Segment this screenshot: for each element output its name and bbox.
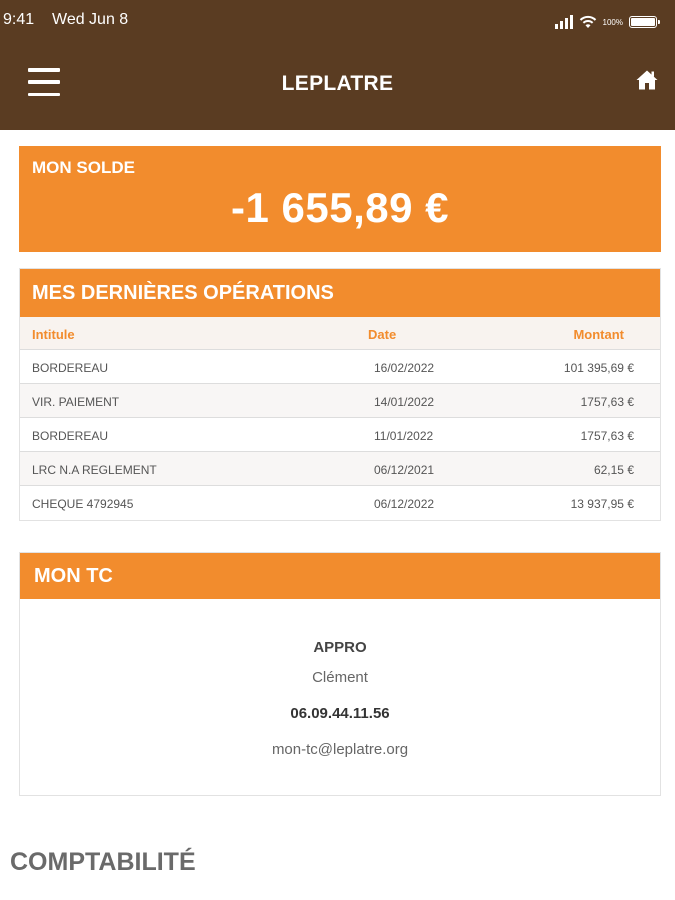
- row-date: 06/12/2021: [374, 463, 435, 477]
- contact-name: Clément: [312, 669, 368, 686]
- home-icon[interactable]: [635, 68, 659, 92]
- column-header-intitule: Intitule: [32, 327, 75, 342]
- row-intitule: VIR. PAIEMENT: [32, 395, 120, 409]
- row-montant: 13 937,95 €: [570, 497, 634, 511]
- app-title: LEPLATRE: [281, 72, 394, 95]
- cellular-signal-icon: [555, 15, 573, 29]
- row-date: 14/01/2022: [374, 395, 435, 409]
- row-montant: 1757,63 €: [580, 429, 634, 443]
- row-montant: 62,15 €: [593, 463, 634, 477]
- status-indicators: [555, 14, 657, 30]
- table-row[interactable]: [20, 384, 660, 418]
- table-row[interactable]: [20, 486, 660, 520]
- contact-phone-link[interactable]: 06.09.44.11.56: [290, 705, 390, 722]
- battery-icon: [629, 16, 657, 28]
- row-date: 11/01/2022: [374, 429, 434, 443]
- contact-email-link[interactable]: mon-tc@leplatre.org: [271, 741, 409, 758]
- status-time: 9:41: [3, 11, 35, 28]
- row-date: 06/12/2022: [374, 497, 435, 511]
- column-header-montant: Montant: [573, 327, 624, 342]
- status-bar: [0, 0, 675, 40]
- wifi-icon: [579, 15, 597, 29]
- table-row[interactable]: [20, 418, 660, 452]
- row-date: 16/02/2022: [374, 361, 435, 375]
- table-row[interactable]: [20, 452, 660, 486]
- balance-value: -1 655,89 €: [230, 184, 449, 231]
- row-montant: 1757,63 €: [580, 395, 634, 409]
- row-intitule: LRC N.A REGLEMENT: [32, 463, 157, 477]
- row-montant: 101 395,69 €: [563, 361, 634, 375]
- contact-role: APPRO: [313, 639, 367, 656]
- row-intitule: BORDEREAU: [32, 429, 109, 443]
- row-intitule: BORDEREAU: [32, 361, 109, 375]
- app-header: [0, 0, 675, 130]
- sales-contact-card: [19, 552, 661, 796]
- tc-title: MON TC: [20, 553, 660, 599]
- battery-percent: 100%: [602, 17, 623, 27]
- operations-table-header: [20, 317, 660, 350]
- balance-card: [19, 146, 661, 252]
- row-intitule: CHEQUE 4792945: [32, 497, 134, 511]
- balance-label: MON SOLDE: [32, 158, 135, 177]
- status-date: Wed Jun 8: [52, 11, 129, 28]
- operations-title: MES DERNIÈRES OPÉRATIONS: [20, 269, 660, 317]
- recent-operations-card: [19, 268, 661, 521]
- column-header-date: Date: [368, 327, 397, 342]
- comptabilite-section-title: COMPTABILITÉ: [10, 848, 196, 876]
- table-row[interactable]: [20, 350, 660, 384]
